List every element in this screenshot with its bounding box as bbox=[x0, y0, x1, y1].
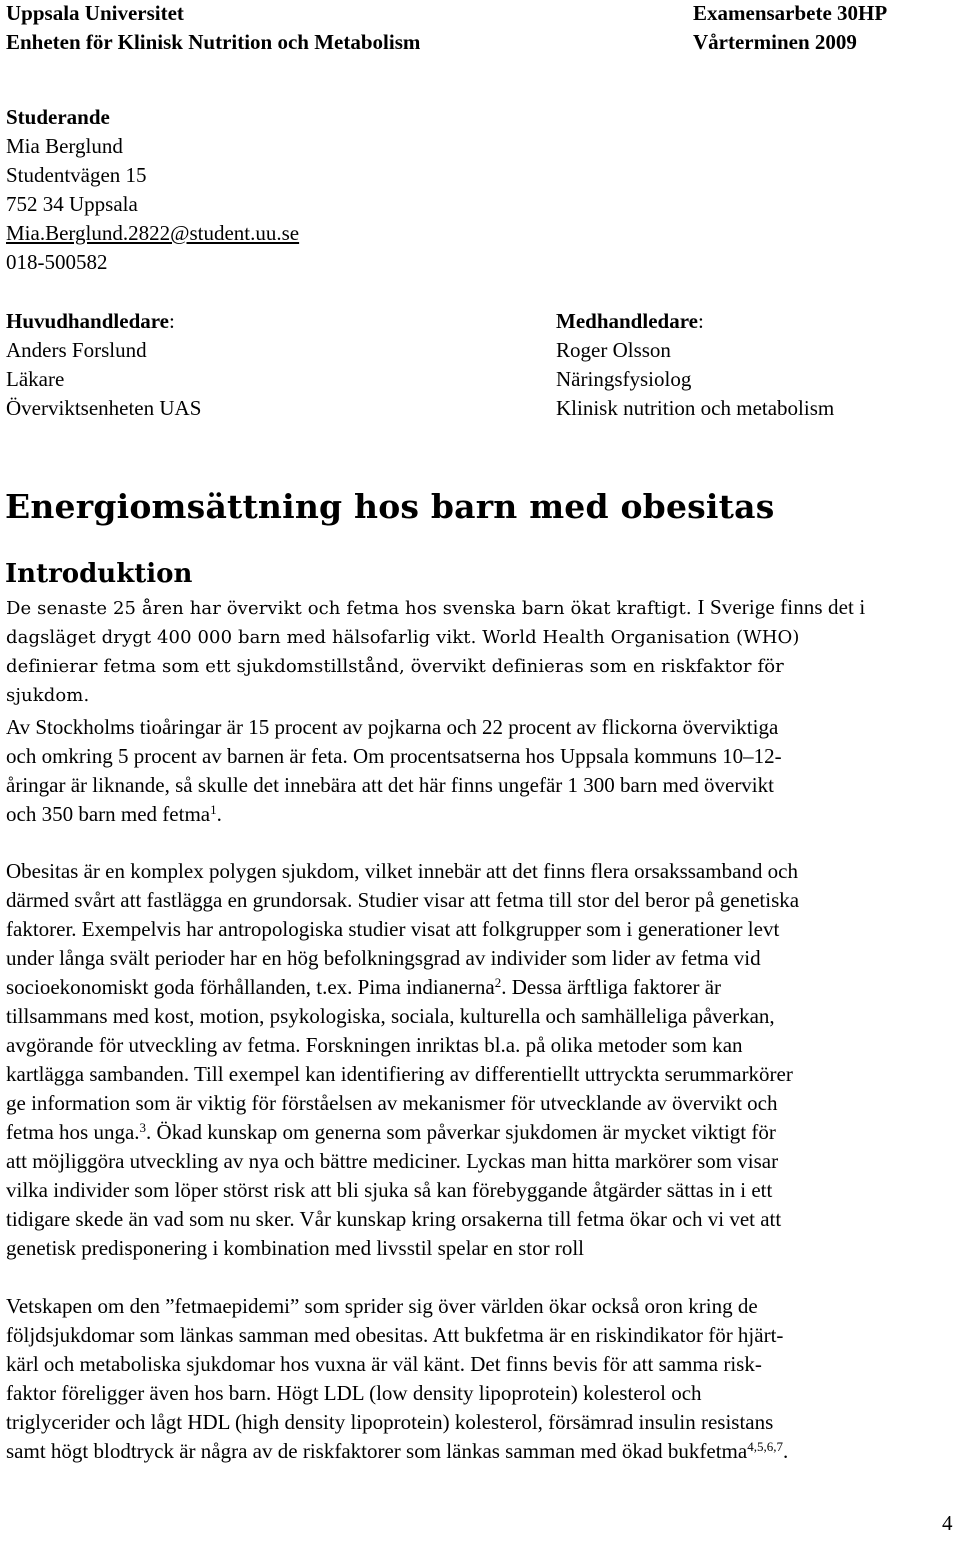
paragraph-line: dagsläget drygt 400 000 barn med hälsofarlig vikt. World Health Organisation (WHO) bbox=[6, 627, 800, 648]
paragraph-line bbox=[6, 593, 958, 623]
department-name: Enheten för Klinisk Nutrition och Metabolism bbox=[6, 30, 421, 54]
paragraph-line bbox=[6, 1118, 958, 1147]
student-email-link[interactable]: Mia.Berglund.2822@student.uu.se bbox=[6, 221, 300, 245]
reference-marker: 2 bbox=[494, 975, 502, 990]
paragraph-line: faktorer. Exempelvis har antropologiska studier visat att folkgrupper som i generationer levt bbox=[6, 917, 780, 941]
line-text: . bbox=[216, 802, 222, 826]
paragraph-1 bbox=[6, 593, 958, 710]
student-info bbox=[6, 103, 299, 277]
university-name: Uppsala Universitet bbox=[6, 1, 184, 25]
paragraph-line: och omkring 5 procent av barnen är feta. Om procentsatserna hos Uppsala kommuns 10–12- bbox=[6, 744, 782, 768]
paragraph-line: kartlägga sambanden. Till exempel kan identifiering av differentiellt uttryckta serummarkörer bbox=[6, 1062, 793, 1086]
line-text: fetma hos unga. bbox=[6, 1120, 140, 1144]
student-phone: 018-500582 bbox=[6, 250, 108, 274]
paragraph-line: under långa svält perioder har en hög befolkningsgrad av individer som lider av fetma vid bbox=[6, 946, 761, 970]
line-text: socioekonomiskt goda förhållanden, t.ex. Pima indianerna bbox=[6, 975, 495, 999]
paragraph-line: ge information som är viktig för förståelsen av mekanismer för utvecklande av övervikt och bbox=[6, 1091, 778, 1115]
main-supervisor-name: Anders Forslund bbox=[6, 338, 147, 362]
paragraph-line: därmed svårt att fastlägga en grundorsak. Studier visar att fetma till stor del beror på genetiska bbox=[6, 888, 800, 912]
course-name: Examensarbete 30HP bbox=[693, 1, 888, 25]
paragraph-line bbox=[6, 1437, 958, 1466]
paragraph-line: Vetskapen om den ”fetmaepidemi” som sprider sig över världen ökar också oron kring de bbox=[6, 1294, 758, 1318]
paragraph-line: avgörande för utveckling av fetma. Forskningen inriktas bl.a. på olika metoder som kan bbox=[6, 1033, 743, 1057]
paragraph-line: Obesitas är en komplex polygen sjukdom, vilket innebär att det finns flera orsakssamband och bbox=[6, 859, 798, 883]
paragraph-line: tidigare skede än vad som nu sker. Vår kunskap kring orsakerna till fetma ökar och vi vet att bbox=[6, 1207, 782, 1231]
student-city: 752 34 Uppsala bbox=[6, 192, 138, 216]
paragraph-line bbox=[6, 800, 958, 829]
co-supervisor-dept: Klinisk nutrition och metabolism bbox=[556, 396, 835, 420]
main-supervisor-heading: Huvudhandledare: bbox=[6, 309, 175, 333]
paragraph-line bbox=[6, 973, 958, 1002]
main-supervisor-role: Läkare bbox=[6, 367, 65, 391]
reference-marker: 1 bbox=[210, 802, 217, 817]
student-name: Mia Berglund bbox=[6, 134, 123, 158]
reference-marker: 4,5,6,7 bbox=[747, 1439, 783, 1454]
main-supervisor-dept: Överviktsenheten UAS bbox=[6, 396, 202, 420]
header-right bbox=[693, 0, 887, 57]
page-number: 4 bbox=[942, 1511, 953, 1535]
paragraph-line: definierar fetma som ett sjukdomstillstånd, övervikt definieras som en riskfaktor för bbox=[6, 656, 784, 677]
line-text: De senaste 25 åren har övervikt och fetma hos svenska barn ökat kraftigt. bbox=[6, 598, 698, 619]
student-label: Studerande bbox=[6, 105, 110, 129]
line-text: samt högt blodtryck är några av de riskfaktorer som länkas samman med ökad bukfetma bbox=[6, 1439, 748, 1463]
paragraph-line: triglycerider och lågt HDL (high density lipoprotein) kolesterol, försämrad insulin resistans bbox=[6, 1410, 774, 1434]
reference-marker: 3 bbox=[139, 1120, 147, 1135]
line-text: . Ökad kunskap om generna som påverkar sjukdomen är mycket viktigt för bbox=[146, 1120, 776, 1144]
paragraph-line: vilka individer som löper störst risk att bli sjuka så kan förebyggande åtgärder sättas in i ett bbox=[6, 1178, 773, 1202]
header-left bbox=[6, 0, 420, 57]
student-street: Studentvägen 15 bbox=[6, 163, 147, 187]
paragraph-4 bbox=[6, 1292, 958, 1466]
paragraph-line: åringar är liknande, så skulle det innebära att det här finns ungefär 1 300 barn med övervikt bbox=[6, 773, 774, 797]
paragraph-2 bbox=[6, 713, 958, 829]
co-supervisor-name: Roger Olsson bbox=[556, 338, 671, 362]
co-supervisor-role: Näringsfysiolog bbox=[556, 367, 692, 391]
paragraph-line: kärl och metaboliska sjukdomar hos vuxna är väl känt. Det finns bevis för att samma risk- bbox=[6, 1352, 762, 1376]
line-text: . Dessa ärftliga faktorer är bbox=[501, 975, 722, 999]
paragraph-3 bbox=[6, 857, 958, 1263]
term-name: Vårterminen 2009 bbox=[693, 30, 857, 54]
co-supervisor-heading: Medhandledare: bbox=[556, 309, 704, 333]
paragraph-line: genetisk predisponering i kombination med livsstil spelar en stor roll bbox=[6, 1236, 584, 1260]
co-supervisor bbox=[556, 307, 834, 423]
line-text: . bbox=[782, 1439, 789, 1463]
document-title: Energiomsättning hos barn med obesitas bbox=[5, 487, 775, 526]
line-text: I Sverige finns det i bbox=[697, 595, 866, 619]
main-supervisor-label: Huvudhandledare bbox=[6, 309, 170, 333]
paragraph-line: tillsammans med kost, motion, psykologiska, sociala, kulturella och samhälleliga påverkan, bbox=[6, 1004, 775, 1028]
section-heading: Introduktion bbox=[5, 559, 193, 589]
paragraph-line: faktor föreligger även hos barn. Högt LDL (low density lipoprotein) kolesterol och bbox=[6, 1381, 702, 1405]
paragraph-line: sjukdom. bbox=[6, 685, 90, 706]
paragraph-line: att möjliggöra utveckling av nya och bättre mediciner. Lyckas man hitta markörer som visar bbox=[6, 1149, 779, 1173]
co-supervisor-label: Medhandledare bbox=[556, 309, 698, 333]
main-supervisor bbox=[6, 307, 201, 423]
paragraph-line: följdsjukdomar som länkas samman med obesitas. Att bukfetma är en riskindikator för hjärt- bbox=[6, 1323, 784, 1347]
paragraph-line: Av Stockholms tioåringar är 15 procent av pojkarna och 22 procent av flickorna överviktiga bbox=[6, 715, 779, 739]
line-text: och 350 barn med fetma bbox=[6, 802, 211, 826]
